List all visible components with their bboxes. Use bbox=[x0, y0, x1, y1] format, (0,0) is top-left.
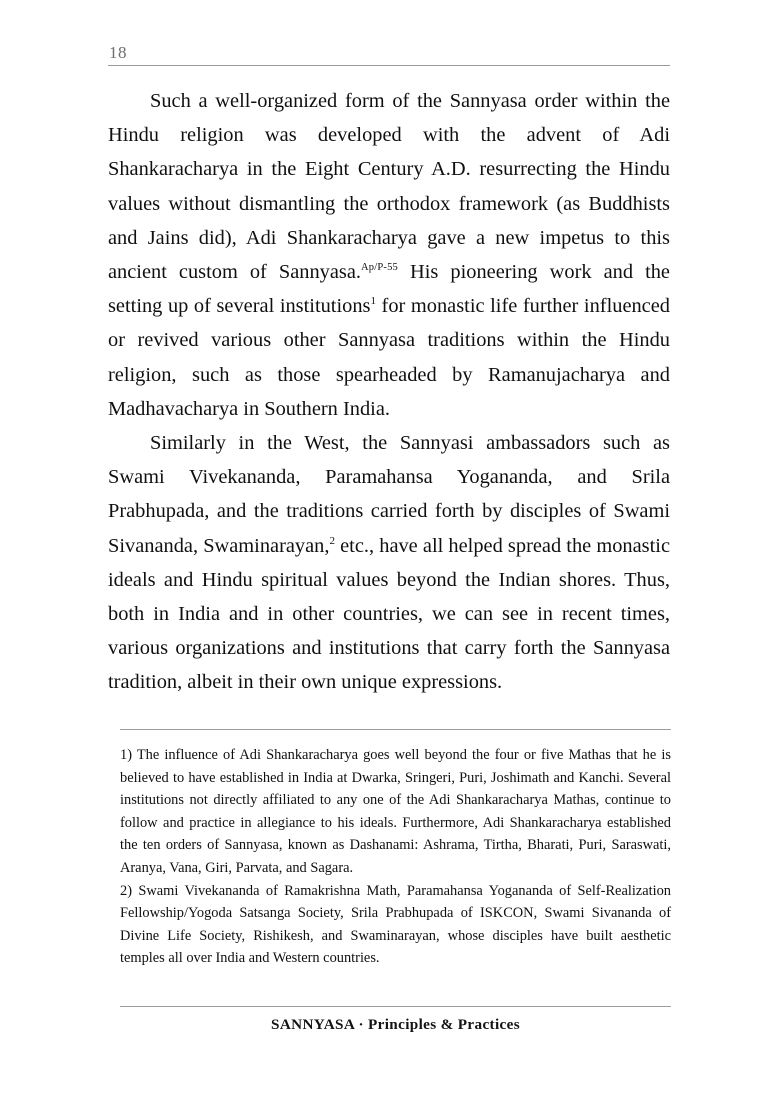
paragraph-1-text-part-2: His pioneering work and the setting up of several institutions bbox=[108, 261, 670, 318]
paragraph-2-text-part-1: Similarly in the West, the Sannyasi ambassadors such as Swami Vivekananda, Paramahansa Yogananda, and Srila Prabhupada, and the traditions carried forth by disciples of Swami Sivananda, Swaminarayan, bbox=[108, 432, 670, 557]
footnote-divider bbox=[120, 729, 671, 730]
footnote-marker-1: 1 bbox=[370, 295, 376, 308]
paragraph-1-text-part-3: for monastic life further influenced or revived various other Sannyasa traditions within the Hindu religion, such as those spearheaded by Ramanujacharya and Madhavacharya in Southern India. bbox=[108, 295, 670, 420]
footnote-2: 2) Swami Vivekananda of Ramakrishna Math, Paramahansa Yogananda of Self-Realization Fellowship/Yogoda Satsanga Society, Srila Prabhupada of ISKCON, Swami Sivananda of Divine Life Society, Rishikesh, and Swaminarayan, whose disciples have built aesthetic temples all over India and Western countries. bbox=[120, 882, 671, 967]
book-title-footer: SANNYASA · Principles & Practices bbox=[271, 1016, 520, 1033]
page-number: 18 bbox=[109, 43, 127, 62]
footer-divider bbox=[120, 1006, 671, 1007]
footnote-1: 1) The influence of Adi Shankaracharya goes well beyond the four or five Mathas that he is believed to have established in India at Dwarka, Sringeri, Puri, Joshimath and Kanchi. Several institutions not directly affiliated to any one of the Adi Shankaracharya Mathas, continue to follow and practice in allegiance to his ideals. Furthermore, Adi Shankaracharya established the ten orders of Sannyasa, known as Dashanami: Ashrama, Tirtha, Bharati, Puri, Saraswati, Aranya, Vana, Giri, Parvata, and Sagara. bbox=[120, 747, 671, 876]
footnote-marker-2: 2 bbox=[329, 534, 335, 547]
paragraph-2 bbox=[108, 426, 670, 700]
paragraph-1-text-part-1: Such a well-organized form of the Sannyasa order within the Hindu religion was developed with the advent of Adi Shankaracharya in the Eight Century A.D. resurrecting the Hindu values without dismantling the orthodox framework (as Buddhists and Jains did), Adi Shankaracharya gave a new impetus to this ancient custom of Sannyasa. bbox=[108, 90, 670, 284]
body-text bbox=[108, 84, 670, 700]
page-header bbox=[108, 44, 670, 66]
paragraph-2-text-part-2: etc., have all helped spread the monastic ideals and Hindu spiritual values beyond the Indian shores. Thus, both in India and in other countries, we can see in recent times, various organizations and institutions that carry forth the Sannyasa tradition, albeit in their own unique expressions. bbox=[108, 534, 670, 694]
paragraph-1 bbox=[108, 84, 670, 426]
footnote-section bbox=[120, 729, 671, 970]
page-footer bbox=[120, 1006, 671, 1034]
header-divider bbox=[108, 65, 670, 66]
appendix-reference-marker: Ap/P-55 bbox=[361, 262, 398, 274]
